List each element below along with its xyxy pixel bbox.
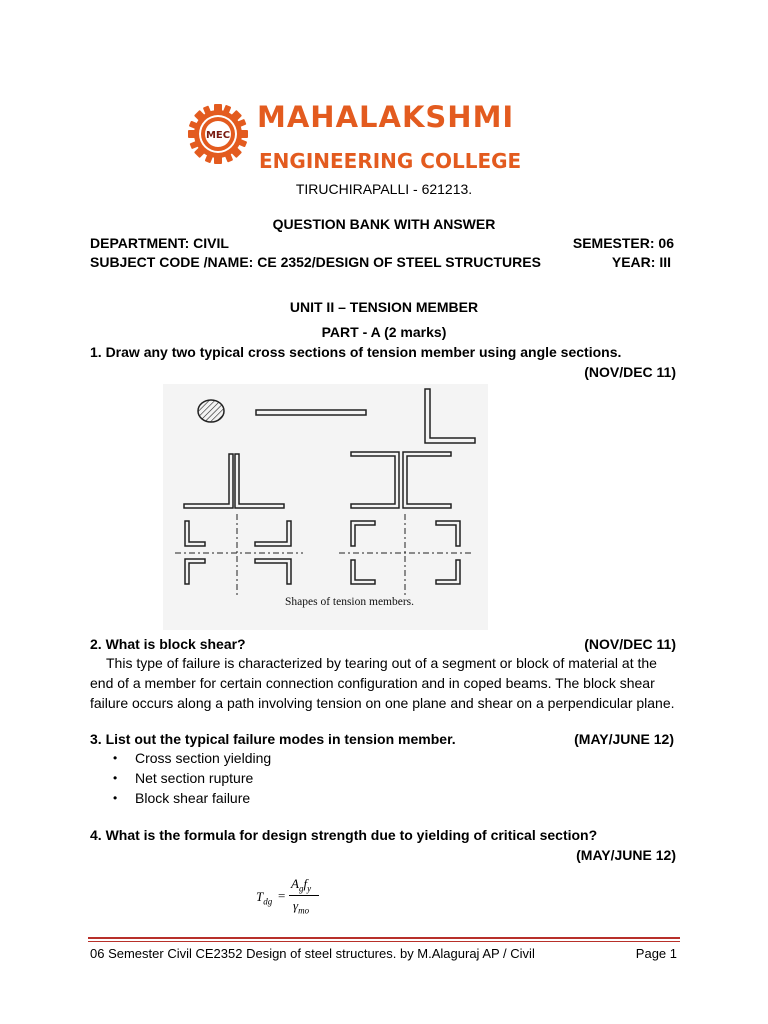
question-2-answer: This type of failure is characterized by tearing out of a segment or block of material at the end of a member for certain connection configuration and in coped beams. The block shear failure occurs along a path involving tension on one plane and shear on a perpendicular plane. [90,655,675,711]
formula-denominator: $\gamma_{mo}$ [293,898,310,916]
tension-member-shapes-diagram [163,384,488,630]
design-strength-formula [256,876,336,916]
question-1: 1. Draw any two typical cross sections of tension member using angle sections. [90,344,622,360]
formula-lhs: $T_{dg}$ [256,889,273,907]
question-4: 4. What is the formula for design strength due to yielding of critical section? [90,827,598,843]
college-name: MAHALAKSHMI [257,100,515,134]
question-2: 2. What is block shear? [90,636,246,652]
question-3: 3. List out the typical failure modes in tension member. [90,731,456,747]
part-title: PART - A (2 marks) [321,324,447,340]
footer-rule [88,937,680,939]
department: DEPARTMENT: CIVIL [90,235,229,251]
semester: SEMESTER: 06 [572,235,674,251]
question-3-tag: (MAY/JUNE 12) [574,731,674,747]
list-item: • Cross section yielding [107,748,271,768]
doc-title: QUESTION BANK WITH ANSWER [272,216,496,232]
formula-numerator: $A_gf_y$ [291,876,312,894]
failure-mode-list [107,748,271,808]
unit-title: UNIT II – TENSION MEMBER [289,299,479,315]
college-logo [187,103,249,165]
subject: SUBJECT CODE /NAME: CE 2352/DESIGN OF STEEL STRUCTURES [90,254,541,270]
list-item: • Net section rupture [107,768,271,788]
question-1-tag: (NOV/DEC 11) [584,364,676,380]
logo-text: MEC [205,130,231,141]
college-address: TIRUCHIRAPALLI - 621213. [295,181,473,197]
gear-logo-icon [187,103,249,165]
page-number: Page 1 [635,946,677,961]
fraction-bar [289,895,319,896]
tension-member-figure [163,384,488,630]
question-4-tag: (MAY/JUNE 12) [576,847,676,863]
formula-equals: = [278,888,286,903]
year: YEAR: III [611,254,671,270]
college-subtitle: ENGINEERING COLLEGE [259,149,522,173]
footer-rule-secondary [88,941,680,942]
footer-text: 06 Semester Civil CE2352 Design of steel structures. by M.Alaguraj AP / Civil [90,946,535,961]
question-2-tag: (NOV/DEC 11) [584,636,676,652]
list-item: • Block shear failure [107,788,271,808]
figure-caption: Shapes of tension members. [285,596,415,608]
